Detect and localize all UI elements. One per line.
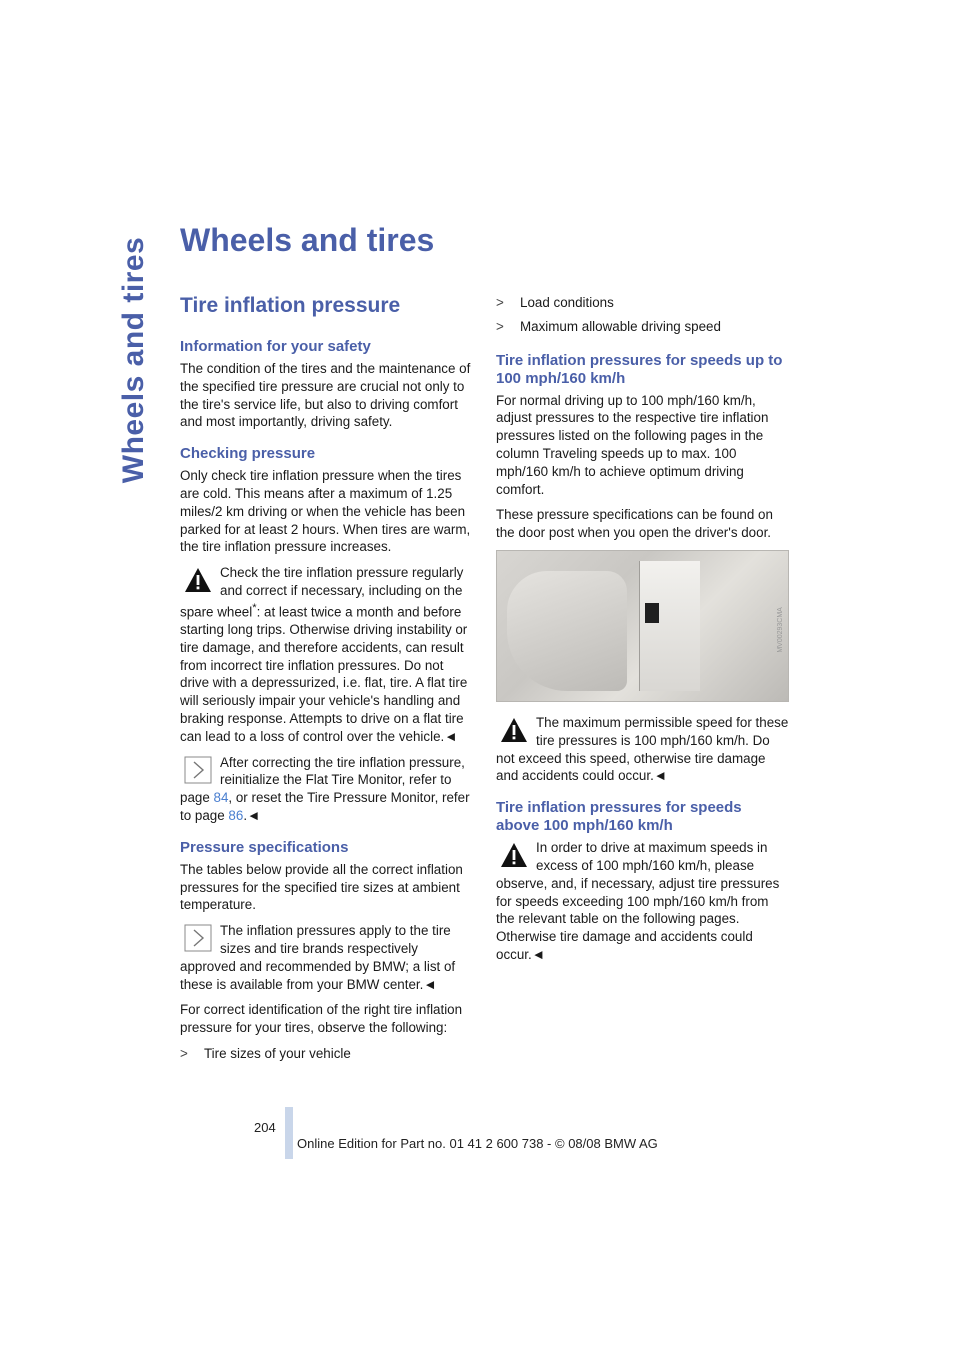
info-note-reinitialize [180,754,473,825]
bullet-text-tire-sizes: Tire sizes of your vehicle [204,1045,351,1061]
right-column [496,294,789,972]
bullet-marker: > [180,1045,188,1061]
subheading-checking-pressure: Checking pressure [180,445,316,463]
list-item [180,1045,473,1063]
pressure-label-sticker [645,603,659,623]
page-link-86[interactable]: 86 [228,808,244,823]
subheading-speeds-above-100: Tire inflation pressures for speeds above 100 mph/160 km/h [496,799,742,835]
speeds-up-paragraph-2: These pressure specifications can be found on the door post when you open the driver's door. [496,507,773,541]
warning-triangle-icon [500,841,528,869]
seat-shape [507,571,627,691]
subheading-safety: Information for your safety [180,338,371,355]
note-text-a: After correcting the tire inflation pressure, reinitialize the Flat Tire Monitor, refer to page [180,754,465,806]
page-link-84[interactable]: 84 [213,790,229,806]
warning-note-check-pressure [180,564,473,745]
list-item [496,294,789,312]
speeds-up-paragraph-1: For normal driving up to 100 mph/160 km/h, adjust pressures to the respective tire inflation pressures listed on the following pages in the column Traveling speeds up to max. 100 mph/160 km/h to achieve optimum driving comfort. [496,392,769,497]
page-number: 204 [254,1120,276,1135]
note-arrow-icon [184,756,212,784]
door-post-shape [639,561,700,691]
note-arrow-icon [184,924,212,952]
warning-text-part2: : at least twice a month and before starting long trips. Otherwise driving instability or tire damage, and therefore accidents, can result from incorrect tire inflation pressures. Do not drive with a depressurized, i.e. flat, tire. A flat tire will seriously impair your vehicle's handling and braking response. Attempts to drive on a flat tire can lead to a loss of control over the vehicle. [180,604,468,744]
side-section-tab [112,230,156,490]
note-text-b: , or reset the Tire Pressure Monitor, refer to page [180,790,470,823]
subheading-pressure-specifications: Pressure specifications [180,838,349,856]
section-heading-tire-inflation: Tire inflation pressure [180,294,401,317]
bullet-marker: > [496,318,504,334]
warning-max-speed-text: The maximum permissible speed for these tire pressures is 100 mph/160 km/h. Do not exceed this speed, otherwise tire damage and accidents could occur.◄ [496,714,789,784]
warning-triangle-icon [184,566,212,594]
bullet-text-load: Load conditions [520,295,614,310]
page-title: Wheels and tires [180,222,435,258]
warning-triangle-icon [500,716,528,744]
optional-equipment-star: * [252,601,257,614]
bullet-marker: > [496,295,504,310]
door-post-photo [496,550,789,702]
identification-paragraph: For correct identification of the right tire inflation pressure for your tires, observe the following: [180,1002,463,1036]
left-column [180,294,473,1069]
subheading-speeds-up-to-100: Tire inflation pressures for speeds up to 100 mph/160 km/h [496,351,783,387]
side-tab-label: Wheels and tires [117,236,150,484]
warning-text-part1: Check the tire inflation pressure regularly and correct if necessary, including on the spare wheel [180,565,464,620]
footer-accent-bar [285,1107,293,1159]
warning-note-high-speed [496,839,789,964]
warning-note-max-speed [496,714,789,785]
info-note-approved-sizes [180,922,473,993]
warning-high-speed-text: In order to drive at maximum speeds in excess of 100 mph/160 km/h, please observe, and, if necessary, adjust tire pressures for speeds exceeding 100 mph/160 km/h from the relevant table on the following pages. Otherwise tire damage and accidents could occur.◄ [496,840,780,962]
photo-code: MV00293CMA [777,607,785,653]
pressure-paragraph: The tables below provide all the correct inflation pressures for the specified tire sizes at ambient temperature. [180,861,463,913]
checking-paragraph: Only check tire inflation pressure when the tires are cold. This means after a maximum of 1.25 miles/2 km driving or when the vehicle has been parked for at least 2 hours. When tires are warm, the tire inflation pressure increases. [180,468,471,555]
end-marker: ◄ [444,728,458,744]
list-item [496,318,789,336]
note-approved-text: The inflation pressures apply to the tire sizes and tire brands respectively approved and recommended by BMW; a list of these is available from your BMW center.◄ [180,923,456,992]
note-text-c: .◄ [243,808,261,823]
bullet-text-max-speed: Maximum allowable driving speed [520,318,721,334]
footer-edition-text: Online Edition for Part no. 01 41 2 600 738 - © 08/08 BMW AG [297,1136,658,1151]
safety-paragraph: The condition of the tires and the maintenance of the specified tire pressure are crucial not only to the tire's service life, but also to driving comfort and most importantly, driving safety. [180,361,471,430]
